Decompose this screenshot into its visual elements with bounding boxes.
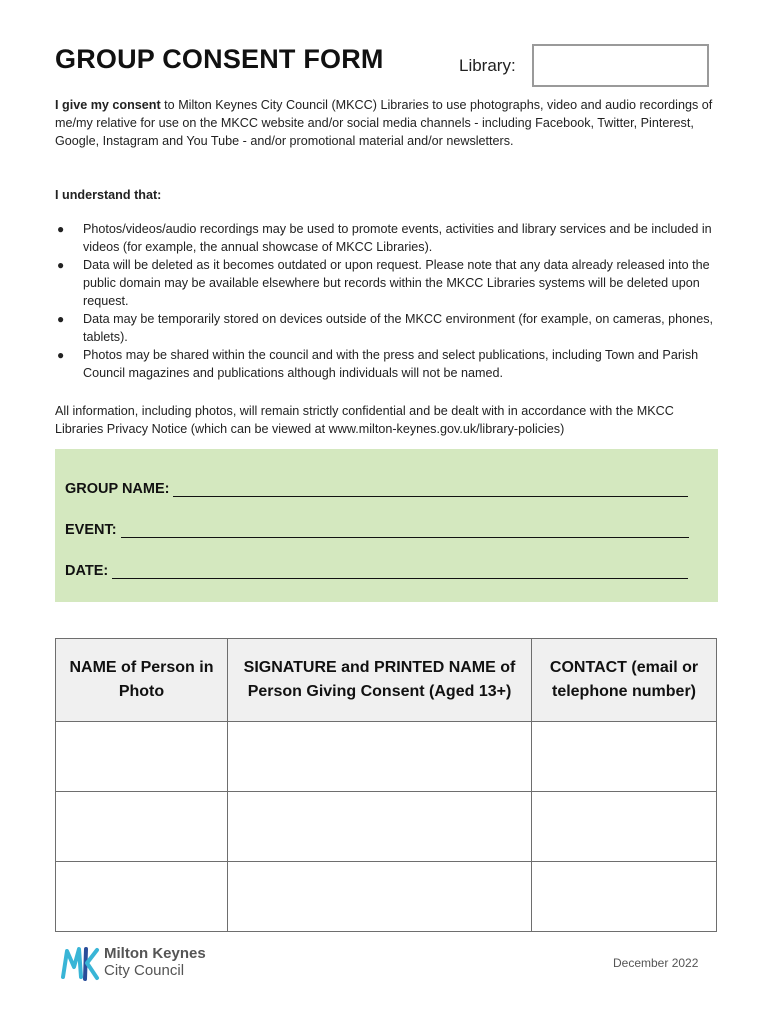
cell-contact[interactable] [532,722,717,792]
list-item-text: Data will be deleted as it becomes outdated or upon request. Please note that any data already released into the public domain may be available elsewhere but records within the MKCC Libraries systems will be deleted upon request. [83,258,710,308]
consent-table [55,638,717,932]
bullet-icon: ● [57,222,65,236]
list-item-text: Photos may be shared within the council and with the press and select publications, including Town and Parish Council magazines and publications although individuals will not be named. [83,348,699,380]
group-name-label: GROUP NAME: [65,481,170,497]
understand-heading: I understand that: [55,188,162,202]
cell-person-name[interactable] [56,722,228,792]
form-title: GROUP CONSENT FORM [55,44,384,74]
logo-line-1: Milton Keynes [104,945,206,962]
event-field[interactable] [65,522,689,538]
list-item [55,220,715,256]
bullet-icon: ● [57,348,65,362]
cell-signature[interactable] [228,792,532,862]
list-item-text: Photos/videos/audio recordings may be used to promote events, activities and library services and be included in videos (for example, the annual showcase of MKCC Libraries). [83,222,712,254]
list-item [55,310,715,346]
date-label: DATE: [65,563,109,579]
event-line[interactable] [121,523,689,538]
logo-line-2: City Council [104,962,185,979]
cell-person-name[interactable] [56,862,228,932]
footer-date: December 2022 [613,956,699,970]
mkcc-logo [60,943,230,983]
group-name-field[interactable] [65,481,688,497]
cell-signature[interactable] [228,722,532,792]
event-label: EVENT: [65,522,117,538]
intro-text: to Milton Keynes City Council (MKCC) Libraries to use photographs, video and audio recordings of me/my relative for use on the MKCC website and/or social media channels - including Facebook, Twitter, Pinterest, Google, Instagram and You Tube - and/or promotional material and/or newsletters. [55,98,713,148]
table-header-row [56,639,717,722]
mk-logo-icon [60,943,100,983]
group-details-panel [55,449,718,602]
intro-paragraph [55,96,715,150]
group-name-line[interactable] [173,482,688,497]
header-contact: CONTACT (email or telephone number) [532,639,717,722]
header-person-name: NAME of Person in Photo [56,639,228,722]
cell-signature[interactable] [228,862,532,932]
list-item [55,346,715,382]
confidentiality-paragraph: All information, including photos, will remain strictly confidential and be dealt with in accordance with the MKCC Libraries Privacy Notice (which can be viewed at www.milton-keynes.gov.uk/library-policies) [55,404,674,436]
date-field[interactable] [65,563,688,579]
understanding-list [55,220,715,382]
library-label: Library: [459,56,516,75]
list-item-text: Data may be temporarily stored on devices outside of the MKCC environment (for example, on cameras, phones, tablets). [83,312,713,344]
list-item [55,256,715,310]
cell-person-name[interactable] [56,792,228,862]
header-signature: SIGNATURE and PRINTED NAME of Person Giving Consent (Aged 13+) [228,639,532,722]
library-input-box[interactable] [532,44,709,87]
table-row [56,792,717,862]
intro-lead: I give my consent [55,98,161,112]
date-line[interactable] [112,564,688,579]
cell-contact[interactable] [532,862,717,932]
logo-text [104,945,206,979]
bullet-icon: ● [57,312,65,326]
table-row [56,862,717,932]
cell-contact[interactable] [532,792,717,862]
bullet-icon: ● [57,258,65,272]
table-row [56,722,717,792]
